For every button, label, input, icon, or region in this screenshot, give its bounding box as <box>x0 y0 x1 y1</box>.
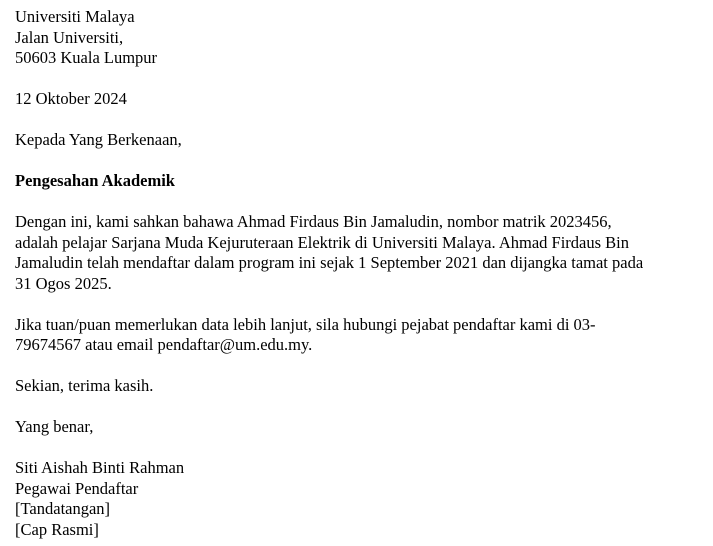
sender-line-2: Jalan Universiti, <box>15 27 124 47</box>
signature-block <box>15 458 705 540</box>
body-line: 79674567 atau email pendaftar@um.edu.my. <box>15 335 313 354</box>
spacer <box>15 294 705 315</box>
letter-document <box>15 7 705 540</box>
body-paragraph-1 <box>15 212 705 294</box>
spacer <box>15 397 705 418</box>
body-line: adalah pelajar Sarjana Muda Kejuruteraan Elektrik di Universiti Malaya. Ahmad Firdaus Bin <box>15 232 629 252</box>
salutation: Kepada Yang Berkenaan, <box>15 130 182 149</box>
letter-date: 12 Oktober 2024 <box>15 89 127 108</box>
spacer <box>15 192 705 213</box>
spacer <box>15 69 705 90</box>
subject-heading: Pengesahan Akademik <box>15 171 175 190</box>
spacer <box>15 356 705 377</box>
spacer <box>15 110 705 131</box>
signoff-text: Yang benar, <box>15 417 94 436</box>
signatory-name: Siti Aishah Binti Rahman <box>15 458 185 477</box>
body-line: Jamaludin telah mendaftar dalam program ini sejak 1 September 2021 dan dijangka tamat pada <box>15 253 644 272</box>
signature-placeholder: [Tandatangan] <box>15 499 111 518</box>
signatory-title: Pegawai Pendaftar <box>15 478 139 498</box>
stamp-placeholder: [Cap Rasmi] <box>15 519 99 539</box>
sender-line-3: 50603 Kuala Lumpur <box>15 48 158 67</box>
spacer <box>15 151 705 172</box>
closing-text: Sekian, terima kasih. <box>15 376 154 395</box>
spacer <box>15 438 705 459</box>
sender-line-1: Universiti Malaya <box>15 7 135 26</box>
body-paragraph-2 <box>15 315 705 356</box>
body-line: 31 Ogos 2025. <box>15 273 112 293</box>
body-line: Dengan ini, kami sahkan bahawa Ahmad Firdaus Bin Jamaludin, nombor matrik 2023456, <box>15 212 612 231</box>
sender-address <box>15 7 705 69</box>
body-line: Jika tuan/puan memerlukan data lebih lanjut, sila hubungi pejabat pendaftar kami di 03- <box>15 314 596 334</box>
